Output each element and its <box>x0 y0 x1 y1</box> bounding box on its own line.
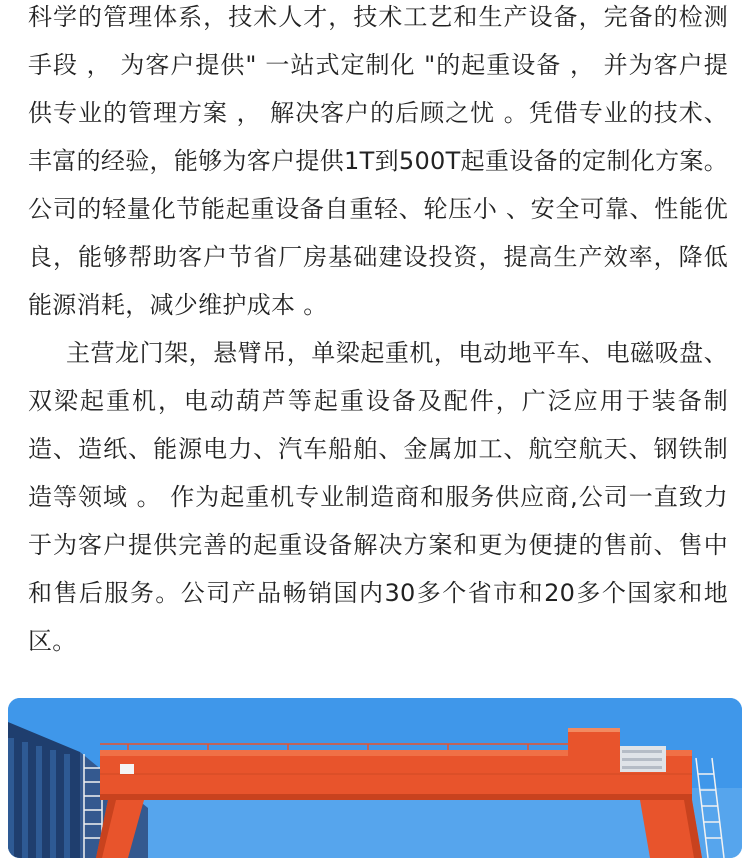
nameplate <box>120 764 134 774</box>
company-intro-paragraph: 科学的管理体系，技术人才，技术工艺和生产设备，完备的检测手段 ， 为客户提供" 一站式定制化 "的起重设备 ， 并为客户提供专业的管理方案 ， 解决客户的后顾之忧 。凭借专业的技术、丰富的经验，能够为客户提供1T到500T起重设备的定制化方案。公司的轻量化节能起重设备自重轻、轮压小 、安全可靠、性能优良，能够帮助客户节省厂房基础建设投资，提高生产效率，降低能源消耗，减少维护成本 。 <box>28 3 728 319</box>
right-leg <box>640 800 702 858</box>
gantry-crane-illustration <box>8 698 742 858</box>
article-body <box>28 0 728 665</box>
main-products-paragraph: 主营龙门架，悬臂吊，单梁起重机，电动地平车、电磁吸盘、双梁起重机，电动葫芦等起重设备及配件，广泛应用于装备制造、造纸、能源电力、汽车船舶、金属加工、航空航天、钢铁制造等领域 。 作为起重机专业制造商和服务供应商,公司一直致力于为客户提供完善的起重设备解决方案和更为便捷的售前、售中和售后服务。公司产品畅销国内30多个省市和20多个国家和地区。 <box>28 339 728 655</box>
gantry-crane-photo <box>8 698 742 858</box>
